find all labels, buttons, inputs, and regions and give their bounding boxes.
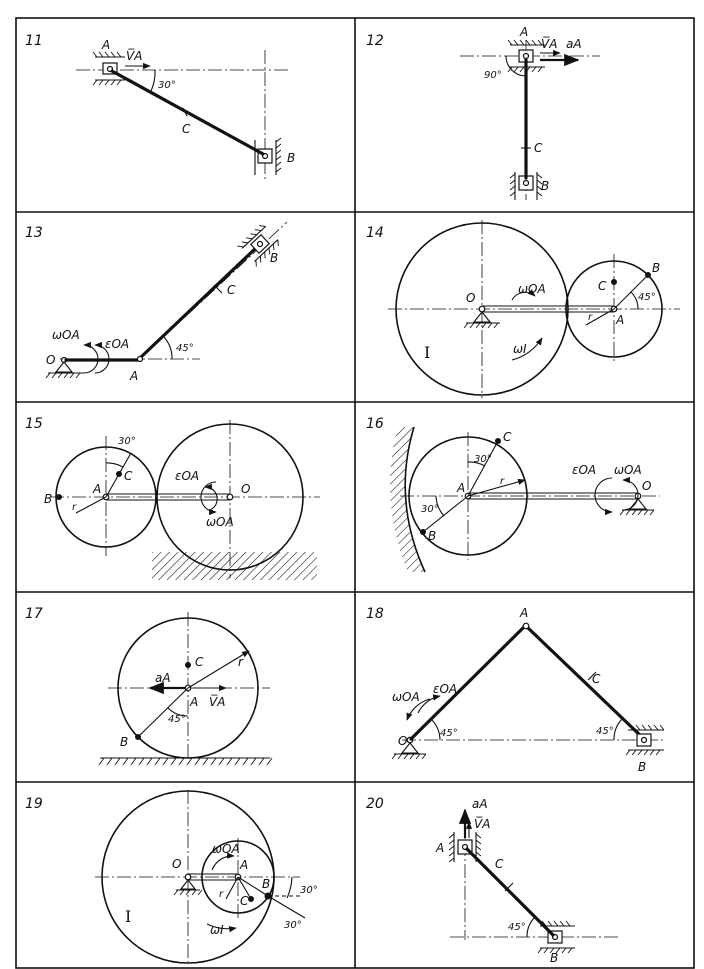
- joint-a: [138, 357, 143, 362]
- panel-13: [25, 222, 287, 383]
- label-angle: 30°: [158, 80, 176, 91]
- label-o: O: [241, 482, 251, 496]
- label-c: C: [240, 894, 249, 908]
- panel-number: 17: [25, 606, 43, 622]
- panel-18: [366, 606, 665, 774]
- panel-number: 16: [366, 416, 384, 432]
- point-b: [420, 529, 426, 535]
- label-b: B: [428, 529, 437, 543]
- label-a: A: [93, 482, 102, 496]
- label-b: B: [652, 261, 661, 275]
- label-b: B: [550, 951, 559, 965]
- label-va: V̅A: [209, 695, 226, 709]
- panel-17: [25, 606, 272, 765]
- point-c: [185, 662, 191, 668]
- label-w: ωOA: [614, 463, 642, 477]
- panel-number: 18: [366, 606, 384, 622]
- panel-number: 12: [366, 33, 384, 49]
- label-a: A: [130, 369, 139, 383]
- label-b: B: [270, 251, 279, 265]
- label-o: O: [172, 857, 182, 871]
- ext-line: [268, 896, 305, 918]
- label-w: ωOA: [392, 690, 420, 704]
- link-ab: [140, 246, 258, 358]
- label-angle2: 45°: [596, 726, 614, 737]
- angle-arc1: [287, 877, 292, 898]
- angle-arc: [151, 70, 155, 91]
- arrow-w: [212, 856, 234, 870]
- label-aa: aA: [566, 37, 582, 51]
- label-o: O: [642, 479, 652, 493]
- panel-number: 20: [366, 796, 384, 812]
- label-c: C: [592, 672, 601, 686]
- label-angle: 30°: [118, 436, 136, 447]
- label-c: C: [182, 122, 191, 136]
- label-aa: aA: [472, 797, 488, 811]
- arrow-e: [595, 478, 612, 512]
- panel-19: [25, 790, 318, 963]
- label-b: B: [287, 151, 296, 165]
- label-a: A: [102, 38, 111, 52]
- label-va: V̅A: [126, 49, 143, 63]
- label-r: r: [238, 655, 243, 669]
- angle-arc1: [431, 719, 440, 740]
- wall-hatch: [390, 427, 425, 572]
- radius-b: [138, 688, 188, 737]
- point-c: [116, 471, 122, 477]
- point-b: [135, 734, 141, 740]
- label-r: r: [588, 312, 593, 323]
- panel-number: 13: [25, 225, 43, 241]
- label-c: C: [598, 279, 607, 293]
- point-b: [645, 272, 651, 278]
- label-c: C: [227, 283, 236, 297]
- angle-arc: [527, 917, 535, 937]
- ground-hatch: [152, 552, 317, 580]
- label-gear: I: [125, 907, 132, 926]
- label-o: O: [398, 734, 408, 748]
- panel-number: 15: [25, 416, 43, 432]
- point-b: [56, 494, 62, 500]
- label-a: A: [520, 25, 529, 39]
- label-angle: 45°: [176, 343, 194, 354]
- label-c: C: [495, 857, 504, 871]
- point-c: [495, 438, 501, 444]
- label-w: ωOA: [212, 842, 240, 856]
- label-angle1: 30°: [300, 885, 318, 896]
- label-angle1: 45°: [440, 728, 458, 739]
- label-a: A: [520, 606, 529, 620]
- angle-arc: [163, 336, 172, 359]
- label-angle2: 30°: [421, 504, 439, 515]
- label-c: C: [195, 655, 204, 669]
- panel-number: 14: [366, 225, 384, 241]
- radius-r: [468, 480, 525, 496]
- slider-a: [93, 52, 125, 85]
- arrow-e: [418, 696, 440, 713]
- label-a: A: [190, 695, 199, 709]
- panel-14: [366, 220, 680, 398]
- label-r: r: [72, 502, 77, 513]
- panel-11: [25, 33, 295, 180]
- label-angle: 45°: [638, 292, 656, 303]
- panel-15: [25, 416, 320, 580]
- angle-arc: [106, 463, 123, 467]
- label-angle: 45°: [168, 714, 186, 725]
- label-o: O: [466, 291, 476, 305]
- label-w: ωOA: [52, 328, 80, 342]
- label-b: B: [44, 492, 53, 506]
- label-c: C: [124, 469, 133, 483]
- label-r: r: [219, 889, 224, 900]
- panel-20: [366, 796, 620, 965]
- label-angle2: 30°: [284, 920, 302, 931]
- label-w: ωOA: [206, 515, 234, 529]
- panel-12: [366, 25, 600, 200]
- radius-c: [468, 441, 498, 496]
- panel-number: 19: [25, 796, 43, 812]
- label-angle1: 30°: [474, 454, 492, 465]
- link-ab: [527, 627, 643, 738]
- joint-o: [227, 494, 233, 500]
- label-angle: 45°: [508, 922, 526, 933]
- label-o: O: [46, 353, 56, 367]
- label-a: A: [457, 481, 466, 495]
- label-angle: 90°: [484, 70, 502, 81]
- label-b: B: [541, 179, 550, 193]
- label-b: B: [262, 877, 271, 891]
- label-va: V̅A: [541, 37, 558, 51]
- label-e: εOA: [175, 469, 200, 483]
- slider-b: [255, 138, 281, 175]
- label-r: r: [500, 476, 505, 487]
- support-o: [620, 493, 654, 515]
- label-a: A: [436, 841, 445, 855]
- label-b: B: [120, 735, 129, 749]
- link-oa: [411, 627, 524, 739]
- radius-r: [76, 497, 106, 513]
- joint-a: [523, 623, 529, 629]
- label-va: V̅A: [474, 817, 491, 831]
- label-a: A: [616, 313, 625, 327]
- label-a: A: [240, 858, 249, 872]
- panel-number: 11: [25, 33, 43, 49]
- ground-hatch: [99, 758, 272, 765]
- label-c: C: [503, 430, 512, 444]
- arrow-e: [205, 487, 217, 510]
- angle-arc2: [614, 719, 622, 740]
- angle-arc: [631, 292, 638, 309]
- label-gear: I: [424, 343, 431, 362]
- point-c: [248, 896, 254, 902]
- label-b: B: [638, 760, 647, 774]
- link-ab: [112, 71, 263, 154]
- label-w1: ωI: [210, 923, 224, 937]
- label-e: εOA: [572, 463, 597, 477]
- label-w1: ωI: [513, 342, 527, 356]
- point-c: [611, 279, 617, 285]
- label-c: C: [534, 141, 543, 155]
- label-aa: aA: [155, 671, 171, 685]
- label-e: εOA: [105, 337, 130, 351]
- label-w: ωOA: [518, 282, 546, 296]
- label-e: εOA: [433, 682, 458, 696]
- panel-16: [366, 416, 660, 572]
